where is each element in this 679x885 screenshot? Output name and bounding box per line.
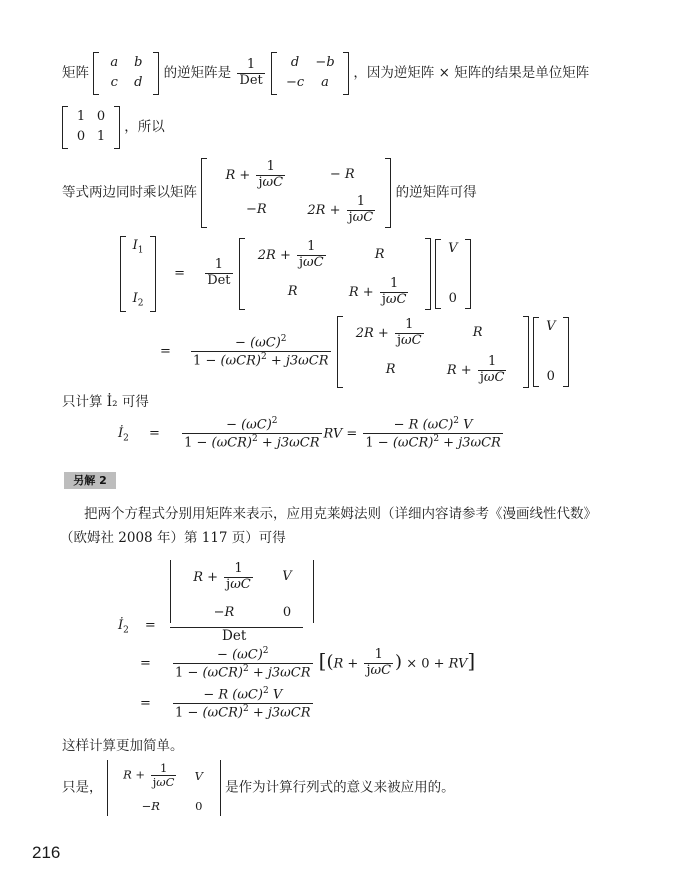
voltage-vector-1: V 0	[435, 239, 471, 310]
identity-line	[62, 106, 165, 149]
para6-lead: 只是，	[62, 779, 103, 796]
cramer-equation: $İ_2$ =	[118, 618, 156, 636]
identity-matrix: 1 0 0 1	[62, 106, 120, 149]
para2-tail: 的逆矩阵可得	[395, 184, 477, 201]
matrix-inverse: d −b −c a	[271, 52, 349, 95]
para3-line	[62, 394, 149, 411]
para6-tail: 是作为计算行列式的意义来被应用的。	[225, 779, 455, 796]
para4-line1: 把两个方程式分别用矩阵来表示，应用克莱姆法则（详细内容请参考《漫画线性代数》	[84, 506, 597, 522]
page-number: 216	[32, 843, 61, 862]
alt-solution-badge: 另解 2	[64, 472, 116, 489]
para4-line2: （欧姆社 2008 年）第 117 页）可得	[60, 530, 286, 546]
para1-tail: ，因为逆矩阵 × 矩阵的结果是单位矩阵	[353, 64, 590, 81]
inverse-det-fraction: $\frac{1}{\text{Det}}$	[239, 56, 263, 88]
adjugate-matrix-2: 2R + $\frac{1}{\text{jωC}}$ R R R + $\frac{1}{\text{jωC}}$	[337, 316, 529, 388]
cramer-numerator	[170, 560, 314, 623]
para2-lead: 等式两边同时乘以矩阵	[62, 184, 197, 201]
para1-mid: 的逆矩阵是	[163, 64, 232, 81]
current-vector-equation-2: = $\frac{- (\omega C)^2}{1 - (\omega CR)^2 + j3\omega CR}$ 2R + $\frac{1}{\text{jωC}}$ R R R + $\frac{1}{\text{jωC}}$ V 0	[160, 316, 569, 388]
inline-determinant: R + $\frac{1}{\text{jωC}}$ V −R 0	[107, 760, 221, 816]
matrix-abcd: a b c d	[93, 52, 159, 95]
adjugate-matrix-1: 2R + $\frac{1}{\text{jωC}}$ R R R + $\frac{1}{\text{jωC}}$	[239, 238, 431, 310]
para1-end: ，所以	[124, 118, 165, 135]
i2-equation: $İ_2$ = $\frac{- (\omega C)^2}{1 - (\omega CR)^2 + j3\omega CR}$ RV = $\frac{- R (\omega C)^2 V}{1 - (\omega CR)^2 + j3\omega CR}$	[118, 416, 501, 451]
cramer-determinant: R + $\frac{1}{\text{jωC}}$ V −R 0	[170, 560, 314, 623]
current-vector-equation: $I_1$ $I_2$ = $\frac{1}{\text{Det}}$ 2R + $\frac{1}{\text{jωC}}$ R R R + $\frac{1}{\text{jωC}}$ V 0	[120, 236, 471, 312]
voltage-vector-2: V 0	[533, 317, 569, 388]
cramer-step-2: = $\frac{- (\omega C)^2}{1 - (\omega CR)^2 + j3\omega CR}$ [(R + $\frac{1}{\text{jωC}}$ ) × 0 + RV]	[140, 646, 476, 681]
para5-text: 这样计算更加简单。	[62, 738, 184, 754]
para3-text: 只计算 İ₂ 可得	[62, 394, 149, 410]
cramer-det: Det	[222, 628, 247, 644]
para1-lead: 矩阵	[62, 64, 89, 81]
para1-line	[62, 52, 589, 95]
impedance-matrix: R + $\frac{1}{\text{jωC}}$ − R −R 2R + $\frac{1}{\text{jωC}}$	[201, 158, 391, 228]
cramer-step-3: = $\frac{- R (\omega C)^2 V}{1 - (\omega CR)^2 + j3\omega CR}$	[140, 686, 311, 721]
current-vector: $I_1$ $I_2$	[120, 236, 156, 312]
para6-line	[62, 760, 455, 816]
para2-line	[62, 158, 477, 228]
